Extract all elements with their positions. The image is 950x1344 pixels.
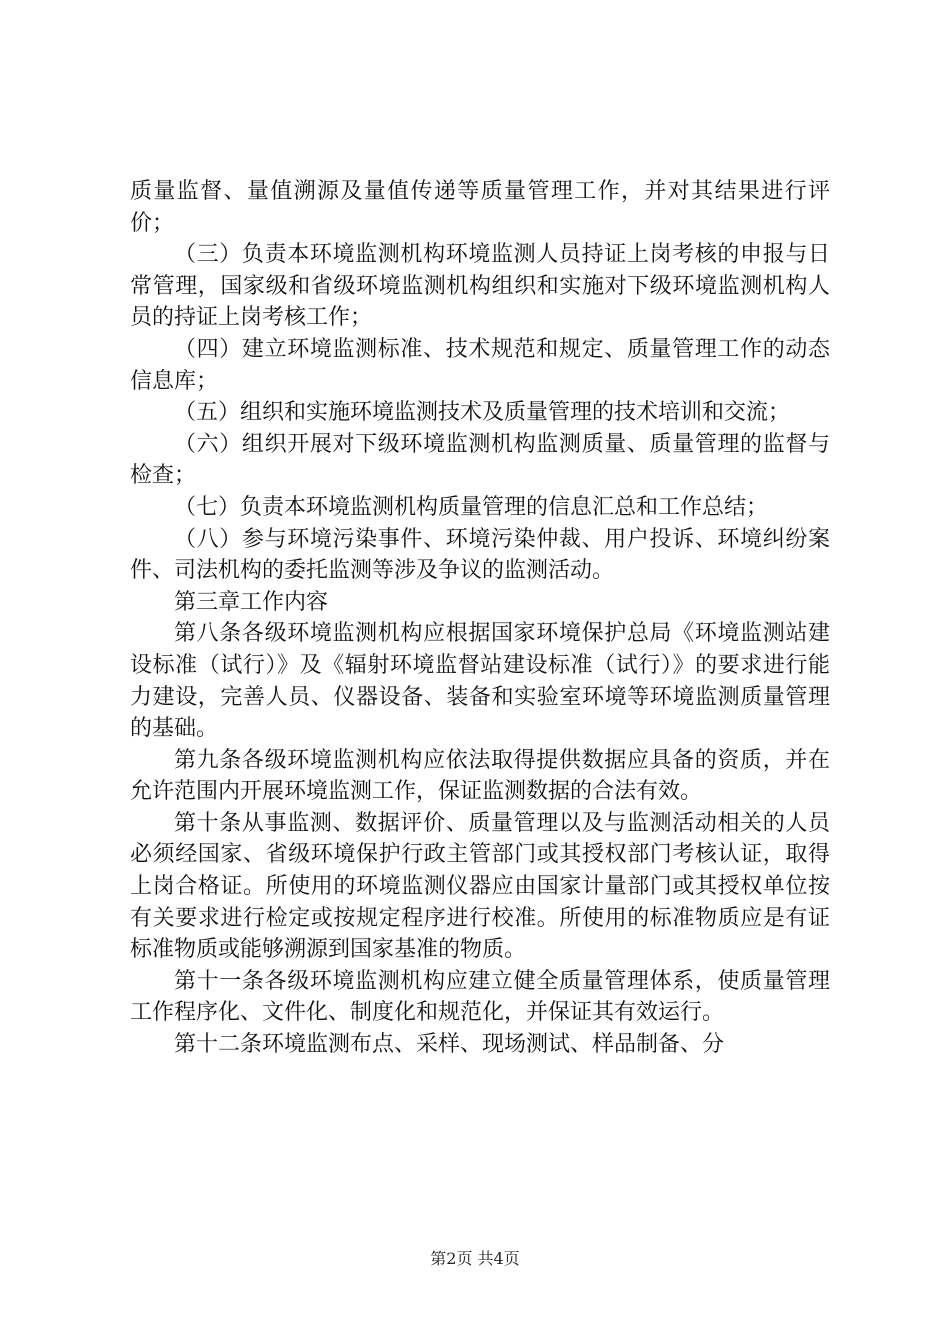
document-body (130, 176, 830, 1061)
paragraph-9: 第九条各级环境监测机构应依法取得提供数据应具备的资质，并在允许范围内开展环境监测工作，保证监测数据的合法有效。 (130, 747, 830, 805)
paragraph-3: （五）组织和实施环境监测技术及质量管理的技术培训和交流； (174, 400, 791, 426)
page-number-footer: 第2页 共4页 (430, 1249, 520, 1268)
paragraph-0: 质量监督、量值溯源及量值传递等质量管理工作，并对其结果进行评价； (130, 179, 830, 236)
chapter-heading: 第三章工作内容 (174, 589, 329, 615)
paragraph-12: 第十二条环境监测布点、采样、现场测试、样品制备、分 (174, 1032, 725, 1058)
paragraph-10: 第十条从事监测、数据评价、质量管理以及与监测活动相关的人员必须经国家、省级环境保护行政主管部门或其授权部门考核认证，取得上岗合格证。所使用的环境监测仪器应由国家计量部门或其授权单位按有关要求进行检定或按规定程序进行校准。所使用的标准物质应是有证标准物质或能够溯源到国家基准的物质。 (130, 810, 830, 963)
paragraph-2: （四）建立环境监测标准、技术规范和规定、质量管理工作的动态信息库； (130, 336, 830, 394)
paragraph-8: 第八条各级环境监测机构应根据国家环境保护总局《环境监测站建设标准（试行）》及《辐射环境监督站建设标准（试行）》的要求进行能力建设，完善人员、仪器设备、装备和实验室环境等环境监测质量管理的基础。 (130, 621, 830, 742)
paragraph-6: （八）参与环境污染事件、环境污染仲裁、用户投诉、环境纠纷案件、司法机构的委托监测等涉及争议的监测活动。 (130, 526, 830, 584)
paragraph-11: 第十一条各级环境监测机构应建立健全质量管理体系，使质量管理工作程序化、文件化、制度化和规范化，并保证其有效运行。 (130, 968, 830, 1026)
paragraph-1: （三）负责本环境监测机构环境监测人员持证上岗考核的申报与日常管理，国家级和省级环境监测机构组织和实施对下级环境监测机构人员的持证上岗考核工作； (130, 242, 830, 331)
paragraph-5: （七）负责本环境监测机构质量管理的信息汇总和工作总结； (174, 494, 769, 520)
paragraph-4: （六）组织开展对下级环境监测机构监测质量、质量管理的监督与检查； (130, 431, 830, 489)
